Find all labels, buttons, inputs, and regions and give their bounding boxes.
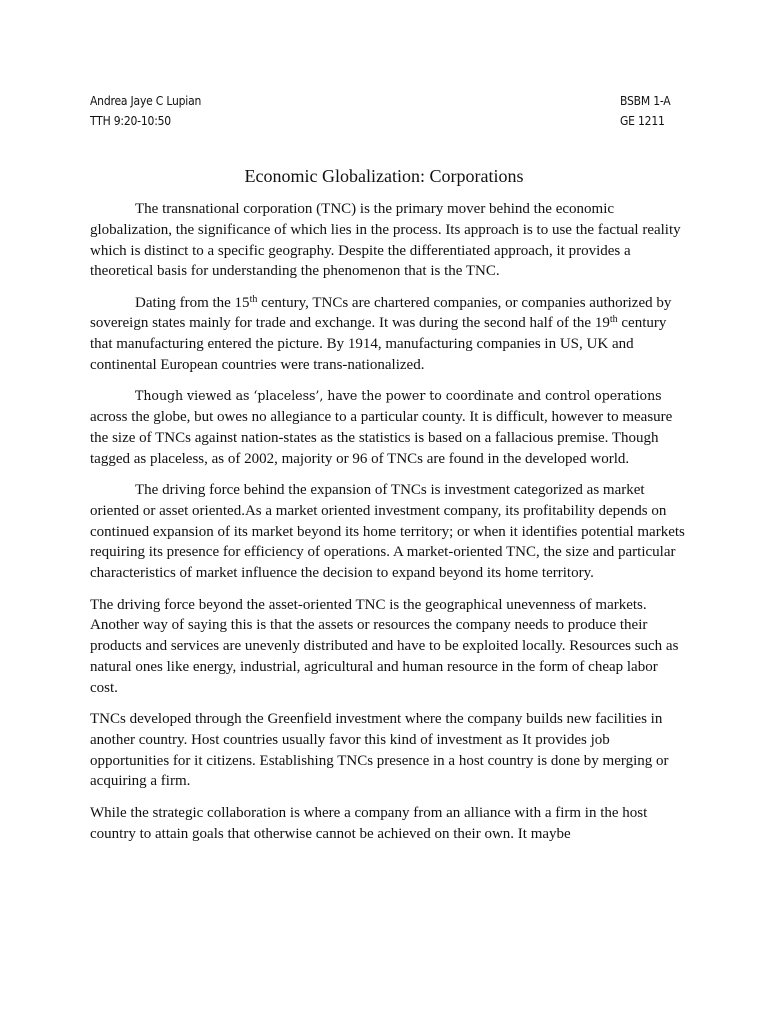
- superscript-th-1: th: [249, 293, 258, 305]
- superscript-th-2: th: [609, 314, 618, 326]
- paragraph-1: The transnational corporation (TNC) is the primary mover behind the economic globalization, the significance of which lies in the process. Its approach is to use the factual reality which is distinct to a specific geography. Despite the differentiated approach, it provides a theoretical basis for understanding the phenomenon that is the TNC.: [90, 201, 681, 280]
- paragraph-2: [90, 293, 685, 376]
- document-title: Economic Globalization: Corporations: [244, 166, 524, 186]
- paragraph-3: [90, 386, 685, 469]
- paragraph-3-part-b: across the globe, but owes no allegiance to a particular county. It is difficult, however to measure the size of TNCs against nation-states as the statistics is based on a fallacious premise. Though tagged as placeless, as of 2002, majority or 96 of TNCs are found in the developed world.: [90, 409, 673, 467]
- paragraph-3-part-a: Though viewed as ‘placeless’, have the power to coordinate and control operations: [135, 388, 662, 404]
- paragraph-2-part-c: century that manufacturing entered the picture. By 1914, manufacturing companies in US, UK and continental European countries were trans-nationalized.: [90, 315, 667, 374]
- header-left: [90, 91, 201, 131]
- section-code: BSBM 1-A: [620, 94, 671, 108]
- paragraph-4: The driving force behind the expansion of TNCs is investment categorized as market oriented or asset oriented.As a market oriented investment company, its profitability depends on continued expansion of its market beyond its home territory; or when it identifies potential markets requiring its presence for efficiency of operations. A market-oriented TNC, the size and particular characteristics of market influence the decision to expand beyond its home territory.: [90, 482, 685, 582]
- paragraph-5: The driving force beyond the asset-oriented TNC is the geographical unevenness of markets. Another way of saying this is that the assets or resources the company needs to produce their products and services are unevenly distributed and have to be exploited locally. Resources such as natural ones like energy, industrial, agricultural and human resource in the form of cheap labor cost.: [90, 596, 679, 696]
- paragraph-2-part-b: century, TNCs are chartered companies, or companies authorized by sovereign states mainly for trade and exchange. It was during the second half of the 19: [90, 294, 672, 332]
- author-name: Andrea Jaye C Lupian: [90, 94, 202, 108]
- paragraph-7: While the strategic collaboration is where a company from an alliance with a firm in the host country to attain goals that otherwise cannot be achieved on their own. It maybe: [90, 804, 648, 842]
- class-schedule: TTH 9:20-10:50: [90, 114, 171, 128]
- course-code: GE 1211: [620, 114, 665, 128]
- header-right: [620, 91, 670, 131]
- paragraph-6: TNCs developed through the Greenfield investment where the company builds new facilities in another country. Host countries usually favor this kind of investment as It provides job opportunities for it citizens. Establishing TNCs presence in a host country is done by merging or acquiring a firm.: [90, 711, 669, 790]
- document-body: [90, 199, 685, 844]
- paragraph-2-part-a: Dating from the 15: [135, 294, 250, 311]
